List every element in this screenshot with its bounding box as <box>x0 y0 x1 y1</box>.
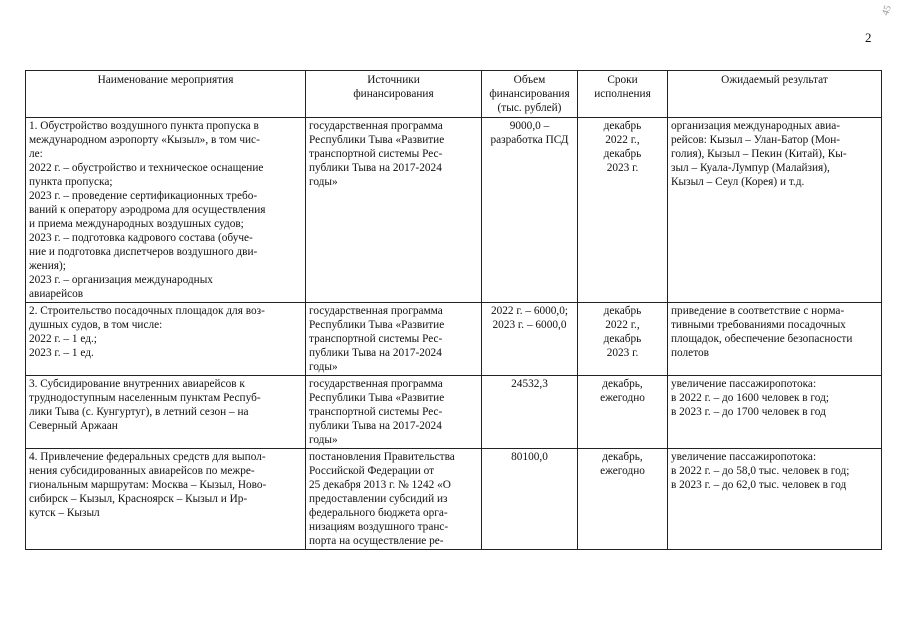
cell-measure <box>26 303 306 376</box>
cell-terms <box>578 303 668 376</box>
cell-line: увеличение пассажиропотока: <box>671 378 817 390</box>
handwritten-page-mark: 45 <box>880 3 894 18</box>
cell-terms <box>578 376 668 449</box>
cell-line: 2022 г., <box>605 319 640 331</box>
cell-line: 2022 г. – 1 ед.; <box>29 333 97 345</box>
cell-line: 25 декабря 2013 г. № 1242 «О <box>309 479 451 491</box>
header-line: Ожидаемый результат <box>721 74 828 86</box>
cell-line: декабрь, <box>602 451 643 463</box>
cell-line: 2022 г. – обустройство и техническое оснащение <box>29 162 264 174</box>
header-funding-volume <box>482 71 578 118</box>
cell-line: низациям воздушного транс- <box>309 521 449 533</box>
cell-line: ваний к оператору аэродрома для осуществления <box>29 204 266 216</box>
cell-line: 24532,3 <box>511 378 548 390</box>
header-measure-name <box>26 71 306 118</box>
table-row <box>26 376 882 449</box>
cell-line: ежегодно <box>600 465 645 477</box>
cell-line: нения субсидированных авиарейсов по межре- <box>29 465 255 477</box>
cell-line: голия), Кызыл – Пекин (Китай), Кы- <box>671 148 847 160</box>
cell-line: в 2023 г. – до 62,0 тыс. человек в год <box>671 479 847 491</box>
cell-line: 4. Привлечение федеральных средств для выпол- <box>29 451 266 463</box>
cell-line: 2022 г., <box>605 134 640 146</box>
cell-volume <box>482 449 578 550</box>
cell-line: 2023 г. – организация международных <box>29 274 213 286</box>
cell-line: транспортной системы Рес- <box>309 333 443 345</box>
table-row <box>26 303 882 376</box>
cell-line: и приема международных воздушных судов; <box>29 218 244 230</box>
cell-line: декабрь <box>603 305 642 317</box>
table-header-row <box>26 71 882 118</box>
header-line: исполнения <box>594 88 651 100</box>
header-expected-result <box>668 71 882 118</box>
cell-line: публики Тыва на 2017-2024 <box>309 162 442 174</box>
cell-line: рейсов: Кызыл – Улан-Батор (Мон- <box>671 134 841 146</box>
cell-line: кутск – Кызыл <box>29 507 100 519</box>
header-line: Источники <box>367 74 420 86</box>
cell-terms <box>578 118 668 303</box>
cell-line: 80100,0 <box>511 451 548 463</box>
cell-line: Республики Тыва «Развитие <box>309 392 445 404</box>
cell-line: предоставлении субсидий из <box>309 493 448 505</box>
cell-volume <box>482 303 578 376</box>
header-funding-sources <box>306 71 482 118</box>
cell-line: зыл – Куала-Лумпур (Малайзия), <box>671 162 830 174</box>
cell-volume <box>482 118 578 303</box>
cell-result <box>668 449 882 550</box>
cell-line: Северный Аржаан <box>29 420 118 432</box>
table-row <box>26 449 882 550</box>
header-line: Объем <box>513 74 546 86</box>
cell-line: сибирск – Кызыл, Красноярск – Кызыл и Ир- <box>29 493 248 505</box>
cell-line: декабрь, <box>602 378 643 390</box>
table-row <box>26 118 882 303</box>
cell-line: годы» <box>309 361 338 373</box>
cell-result <box>668 303 882 376</box>
cell-line: организация международных авиа- <box>671 120 841 132</box>
cell-source <box>306 303 482 376</box>
cell-line: лики Тыва (с. Кунгуртуг), в летний сезон – на <box>29 406 249 418</box>
cell-result <box>668 376 882 449</box>
header-line: Наименование мероприятия <box>97 74 234 86</box>
cell-line: приведение в соответствие с норма- <box>671 305 845 317</box>
cell-line: полетов <box>671 347 709 359</box>
cell-line: душных судов, в том числе: <box>29 319 163 331</box>
cell-line: 9000,0 – <box>509 120 550 132</box>
page-number: 2 <box>865 30 872 45</box>
cell-line: федерального бюджета орга- <box>309 507 448 519</box>
cell-line: 2023 г. – подготовка кадрового состава (обуче- <box>29 232 253 244</box>
cell-line: государственная программа <box>309 120 443 132</box>
measures-table <box>25 70 882 550</box>
header-line: Сроки <box>607 74 638 86</box>
cell-result <box>668 118 882 303</box>
cell-line: порта на осуществление ре- <box>309 535 444 547</box>
cell-line: международном аэропорту «Кызыл», в том чис- <box>29 134 260 146</box>
cell-volume <box>482 376 578 449</box>
cell-line: 3. Субсидирование внутренних авиарейсов к <box>29 378 245 390</box>
cell-line: транспортной системы Рес- <box>309 406 443 418</box>
cell-line: 2023 г. – 6000,0 <box>492 319 567 331</box>
cell-line: увеличение пассажиропотока: <box>671 451 817 463</box>
cell-line: Российской Федерации от <box>309 465 435 477</box>
cell-line: 2023 г. – 1 ед. <box>29 347 94 359</box>
cell-line: Кызыл – Сеул (Корея) и т.д. <box>671 176 805 188</box>
cell-line: годы» <box>309 434 338 446</box>
cell-line: 2023 г. <box>606 347 639 359</box>
cell-line: в 2022 г. – до 58,0 тыс. человек в год; <box>671 465 850 477</box>
cell-line: пункта пропуска; <box>29 176 113 188</box>
cell-line: 2023 г. – проведение сертификационных требо- <box>29 190 258 202</box>
cell-source <box>306 449 482 550</box>
cell-line: труднодоступным населенным пунктам Респуб- <box>29 392 261 404</box>
cell-line: Республики Тыва «Развитие <box>309 134 445 146</box>
cell-line: авиарейсов <box>29 288 84 300</box>
cell-line: Республики Тыва «Развитие <box>309 319 445 331</box>
cell-line: 2022 г. – 6000,0; <box>490 305 569 317</box>
cell-line: декабрь <box>603 148 642 160</box>
cell-measure <box>26 449 306 550</box>
cell-line: декабрь <box>603 120 642 132</box>
cell-line: ние и подготовка диспетчеров воздушного дви- <box>29 246 258 258</box>
cell-line: тивными требованиями посадочных <box>671 319 846 331</box>
cell-line: ле: <box>29 148 43 160</box>
cell-line: 2. Строительство посадочных площадок для воз- <box>29 305 265 317</box>
cell-line: постановления Правительства <box>309 451 455 463</box>
cell-line: жения); <box>29 260 66 272</box>
cell-line: в 2023 г. – до 1700 человек в год <box>671 406 826 418</box>
cell-source <box>306 118 482 303</box>
cell-line: в 2022 г. – до 1600 человек в год; <box>671 392 829 404</box>
cell-line: годы» <box>309 176 338 188</box>
cell-line: государственная программа <box>309 305 443 317</box>
cell-line: транспортной системы Рес- <box>309 148 443 160</box>
cell-terms <box>578 449 668 550</box>
cell-line: публики Тыва на 2017-2024 <box>309 347 442 359</box>
cell-measure <box>26 376 306 449</box>
cell-line: 2023 г. <box>606 162 639 174</box>
header-line: (тыс. рублей) <box>497 102 562 114</box>
cell-line: разработка ПСД <box>490 134 569 146</box>
header-execution-terms <box>578 71 668 118</box>
cell-line: публики Тыва на 2017-2024 <box>309 420 442 432</box>
cell-line: государственная программа <box>309 378 443 390</box>
cell-line: декабрь <box>603 333 642 345</box>
cell-line: площадок, обеспечение безопасности <box>671 333 853 345</box>
header-line: финансирования <box>489 88 570 100</box>
cell-source <box>306 376 482 449</box>
cell-measure <box>26 118 306 303</box>
cell-line: 1. Обустройство воздушного пункта пропуска в <box>29 120 259 132</box>
cell-line: гиональным маршрутам: Москва – Кызыл, Ново- <box>29 479 267 491</box>
cell-line: ежегодно <box>600 392 645 404</box>
header-line: финансирования <box>353 88 434 100</box>
